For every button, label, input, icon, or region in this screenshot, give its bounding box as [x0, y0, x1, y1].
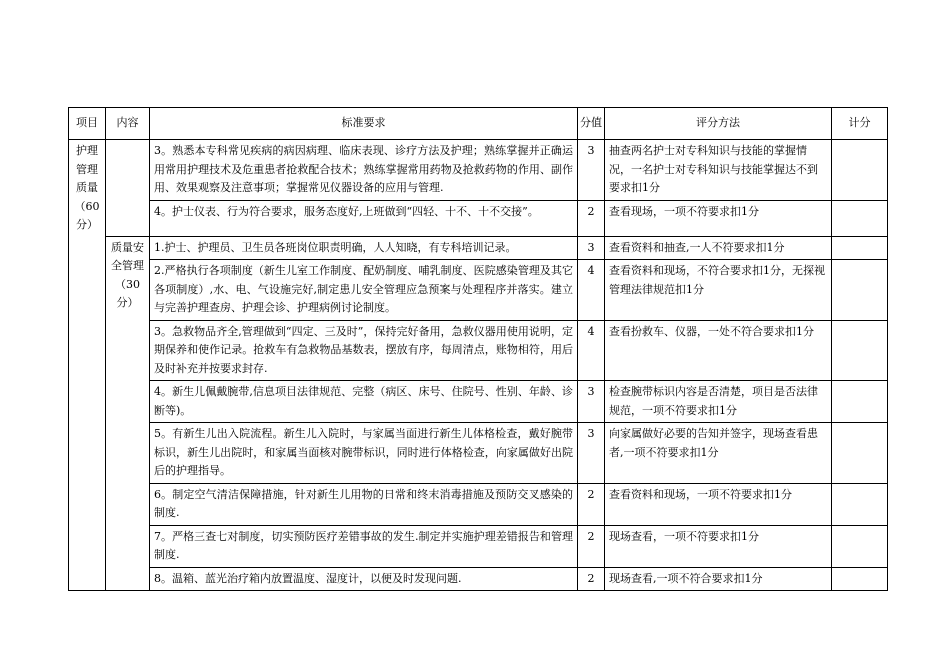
score-cell: 3 — [578, 423, 605, 484]
table-row — [69, 140, 888, 201]
content-cell-empty — [106, 140, 150, 237]
evaluation-table — [68, 107, 888, 591]
header-row — [69, 108, 888, 140]
table-row — [69, 423, 888, 484]
points-cell — [832, 525, 888, 567]
points-cell — [832, 320, 888, 381]
points-cell — [832, 140, 888, 201]
header-points: 计分 — [832, 108, 888, 140]
method-cell: 现场查看，一项不符要求扣1分 — [605, 525, 832, 567]
standard-cell: 4。护士仪表、行为符合要求，服务态度好,上班做到“四轻、十不、十不交接”。 — [150, 200, 578, 236]
score-cell: 4 — [578, 260, 605, 321]
points-cell — [832, 567, 888, 591]
header-method: 评分方法 — [605, 108, 832, 140]
method-cell: 查看资料和抽查,一人不符要求扣1分 — [605, 236, 832, 260]
standard-cell: 1.护士、护理员、卫生员各班岗位职责明确，人人知晓，有专科培训记录。 — [150, 236, 578, 260]
points-cell — [832, 236, 888, 260]
header-content: 内容 — [106, 108, 150, 140]
table-row — [69, 381, 888, 423]
header-score: 分值 — [578, 108, 605, 140]
table-row — [69, 483, 888, 525]
method-cell: 检查腕带标识内容是否清楚，项目是否法律规范，一项不符要求扣1分 — [605, 381, 832, 423]
score-cell: 2 — [578, 483, 605, 525]
standard-cell: 4。新生儿佩戴腕带,信息项目法律规范、完整（病区、床号、住院号、性别、年龄、诊断等)。 — [150, 381, 578, 423]
method-cell: 查看资料和现场，一项不符要求扣1分 — [605, 483, 832, 525]
method-cell: 查看资料和现场，不符合要求扣1分，无探视管理法律规范扣1分 — [605, 260, 832, 321]
method-cell: 查看现场，一项不符要求扣1分 — [605, 200, 832, 236]
standard-cell: 7。严格三查七对制度，切实预防医疗差错事故的发生.制定并实施护理差错报告和管理制度. — [150, 525, 578, 567]
standard-cell: 6。制定空气清洁保障措施，针对新生儿用物的日常和终末消毒措施及预防交叉感染的制度. — [150, 483, 578, 525]
method-cell: 抽查两名护士对专科知识与技能的掌握情况，一名护士对专科知识与技能掌握达不到要求扣1分 — [605, 140, 832, 201]
table-row — [69, 525, 888, 567]
points-cell — [832, 483, 888, 525]
table-row — [69, 320, 888, 381]
standard-cell: 3。急救物品齐全,管理做到“四定、三及时”，保持完好备用，急救仪器用使用说明，定期保养和使作记录。抢救车有急救物品基数表，摆放有序，每周清点，账物相符，用后及时补充并按要求封存. — [150, 320, 578, 381]
category-item-cell: 护理管理质量（60分） — [69, 140, 106, 591]
header-item: 项目 — [69, 108, 106, 140]
score-cell: 4 — [578, 320, 605, 381]
standard-cell: 5。有新生儿出入院流程。新生儿入院时，与家属当面进行新生儿体格检查，戴好腕带标识，新生儿出院时，和家属当面核对腕带标识，同时进行体格检查，向家属做好出院后的护理指导。 — [150, 423, 578, 484]
standard-cell: 2.严格执行各项制度（新生儿室工作制度、配奶制度、哺乳制度、医院感染管理及其它各项制度）,水、电、气设施完好,制定患儿安全管理应急预案与处理程序并落实。建立与完善护理查房、护理会诊、护理病例讨论制度。 — [150, 260, 578, 321]
score-cell: 3 — [578, 236, 605, 260]
score-cell: 2 — [578, 525, 605, 567]
method-cell: 现场查看,一项不符合要求扣1分 — [605, 567, 832, 591]
score-cell: 2 — [578, 200, 605, 236]
score-cell: 3 — [578, 381, 605, 423]
standard-cell: 3。熟悉本专科常见疾病的病因病理、临床表现、诊疗方法及护理；熟练掌握并正确运用常用护理技术及危重患者抢救配合技术；熟练掌握常用药物及抢救药物的作用、副作用、效果观察及注意事项；掌握常见仪器设备的应用与管理. — [150, 140, 578, 201]
table-row — [69, 200, 888, 236]
score-cell: 3 — [578, 140, 605, 201]
table-row — [69, 236, 888, 260]
points-cell — [832, 260, 888, 321]
score-cell: 2 — [578, 567, 605, 591]
method-cell: 向家属做好必要的告知并签字，现场查看患者,一项不符要求扣1分 — [605, 423, 832, 484]
points-cell — [832, 200, 888, 236]
content-sub-cell: 质量安全管理（30分） — [106, 236, 150, 591]
table-row — [69, 567, 888, 591]
points-cell — [832, 381, 888, 423]
header-standard: 标准要求 — [150, 108, 578, 140]
points-cell — [832, 423, 888, 484]
method-cell: 查看扮救车、仪器，一处不符合要求扣1分 — [605, 320, 832, 381]
standard-cell: 8。温箱、蓝光治疗箱内放置温度、湿度计，以便及时发现问题. — [150, 567, 578, 591]
table-row — [69, 260, 888, 321]
